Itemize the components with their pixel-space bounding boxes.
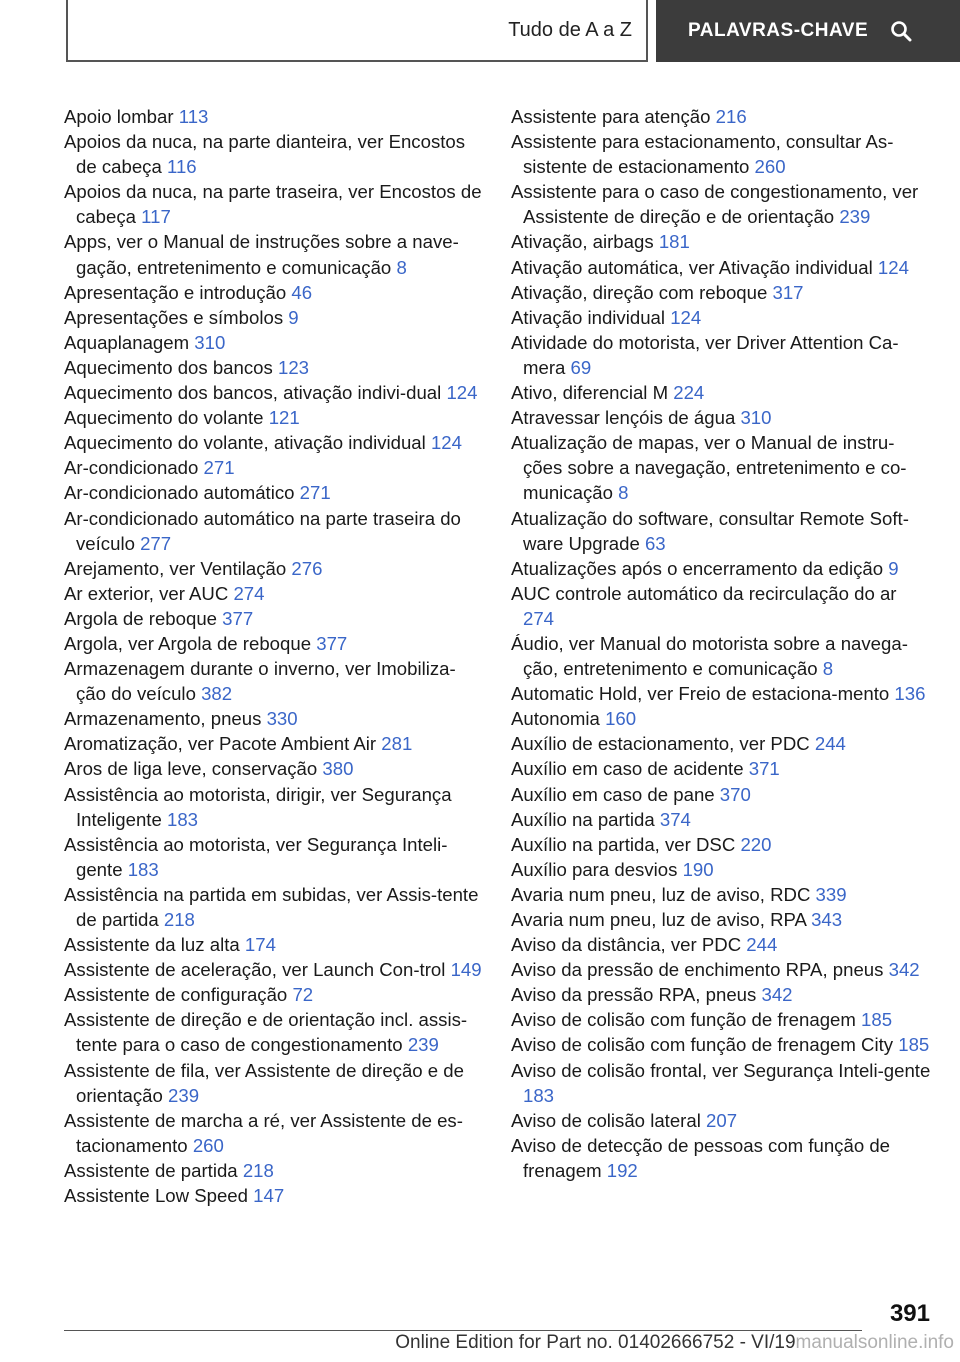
- index-entry: [64, 606, 484, 631]
- index-entry: [511, 1108, 931, 1133]
- index-entry-text: Aviso de colisão lateral: [511, 1109, 701, 1131]
- index-entry-page-link[interactable]: 239: [407, 1034, 439, 1056]
- index-entry-text: Assistência na partida em subidas, ver Assis-tente de partida: [64, 883, 479, 930]
- index-entry-page-link[interactable]: 147: [253, 1185, 285, 1207]
- index-entry-page-link[interactable]: 149: [450, 959, 482, 981]
- index-entry: [511, 631, 931, 681]
- index-entry-text: Aviso de colisão com função de frenagem: [511, 1009, 856, 1031]
- index-entry-text: Armazenagem durante o inverno, ver Imobiliza-ção do veículo: [64, 658, 456, 705]
- index-entry: [511, 430, 931, 505]
- index-entry: [511, 129, 931, 179]
- index-entry-page-link[interactable]: 271: [203, 457, 235, 479]
- index-entry-page-link[interactable]: 183: [523, 1084, 555, 1106]
- index-entry-page-link[interactable]: 8: [822, 658, 834, 680]
- index-entry-page-link[interactable]: 277: [140, 532, 172, 554]
- index-entry-text: Auxílio para desvios: [511, 858, 678, 880]
- index-entry-text: Apps, ver o Manual de instruções sobre a nave-gação, entretenimento e comunicação: [64, 231, 459, 278]
- index-entry-text: Ativo, diferencial M: [511, 382, 669, 404]
- index-entry: [64, 455, 484, 480]
- index-entry-page-link[interactable]: 192: [606, 1159, 638, 1181]
- index-entry: [64, 380, 484, 405]
- index-entry-page-link[interactable]: 377: [316, 632, 348, 654]
- index-entry: [511, 229, 931, 254]
- index-entry-page-link[interactable]: 116: [166, 156, 197, 178]
- index-entry-text: Assistente de marcha a ré, ver Assistente de es-tacionamento: [64, 1109, 463, 1156]
- index-entry-text: Aviso de detecção de pessoas com função de frenagem: [511, 1134, 891, 1181]
- index-entry-text: Autonomia: [511, 708, 600, 730]
- index-entry-page-link[interactable]: 72: [292, 984, 314, 1006]
- index-entry-text: Aquecimento dos bancos, ativação indivi-dual: [64, 382, 442, 404]
- index-entry-text: Apoio lombar: [64, 106, 174, 127]
- index-entry-text: Auxílio de estacionamento, ver PDC: [511, 733, 810, 755]
- index-entry-page-link[interactable]: 8: [396, 256, 407, 278]
- index-entry-text: Ativação, airbags: [511, 231, 654, 253]
- index-entry: [64, 1158, 484, 1183]
- index-entry: [64, 1007, 484, 1057]
- index-entry-text: Áudio, ver Manual do motorista sobre a navega-ção, entretenimento e comunicação: [511, 632, 908, 680]
- index-entry: [64, 556, 484, 581]
- index-entry: [64, 129, 484, 179]
- index-entry: [64, 756, 484, 781]
- index-entry-page-link[interactable]: 342: [761, 984, 793, 1006]
- index-entry-page-link[interactable]: 181: [658, 231, 690, 253]
- index-entry-text: Apresentação e introdução: [64, 281, 287, 303]
- index-entry-text: Assistente de aceleração, ver Launch Con-trol: [64, 959, 446, 981]
- index-entry-page-link[interactable]: 9: [888, 557, 899, 579]
- index-entry-page-link[interactable]: 63: [644, 532, 666, 554]
- index-entry-text: Atualizações após o encerramento da edição: [511, 557, 884, 579]
- index-entry: [64, 1108, 484, 1158]
- index-entry: [64, 631, 484, 656]
- index-entry: [64, 932, 484, 957]
- index-entry: [511, 506, 931, 556]
- index-entry: [511, 882, 931, 907]
- index-entry-page-link[interactable]: 371: [748, 758, 780, 780]
- index-entry-page-link[interactable]: 174: [244, 934, 276, 956]
- index-entry: [511, 280, 931, 305]
- footer-divider: [64, 1330, 862, 1331]
- index-entry-page-link[interactable]: 310: [740, 407, 772, 429]
- index-entry-page-link[interactable]: 281: [381, 733, 413, 755]
- index-entry-page-link[interactable]: 374: [659, 808, 691, 830]
- index-entry-text: Aros de liga leve, conservação: [64, 758, 318, 780]
- index-entry-page-link[interactable]: 124: [446, 382, 478, 404]
- index-entry-page-link[interactable]: 276: [291, 557, 323, 579]
- index-entry-page-link[interactable]: 216: [715, 106, 747, 127]
- index-entry-text: Armazenamento, pneus: [64, 708, 262, 730]
- index-column-right: [511, 104, 931, 1183]
- index-entry-text: Avaria num pneu, luz de aviso, RPA: [511, 909, 806, 930]
- search-icon: [890, 20, 912, 42]
- index-entry: [64, 104, 484, 129]
- footer-watermark: manualsonline.info: [795, 1332, 954, 1353]
- index-entry-text: Argola, ver Argola de reboque: [64, 632, 312, 654]
- index-entry-text: Aquecimento dos bancos: [64, 356, 273, 378]
- index-entry-page-link[interactable]: 123: [277, 356, 310, 378]
- index-entry: [64, 1058, 484, 1108]
- index-entry: [511, 305, 931, 330]
- index-entry-text: Assistência ao motorista, dirigir, ver Segurança Inteligente: [64, 783, 452, 830]
- index-entry: [511, 1007, 931, 1032]
- index-entry-page-link[interactable]: 9: [288, 306, 299, 328]
- index-entry-text: Assistência ao motorista, ver Segurança Inteli-gente: [64, 833, 448, 880]
- index-entry-text: Auxílio na partida: [511, 808, 655, 830]
- index-entry-page-link[interactable]: 218: [242, 1159, 274, 1181]
- index-entry-text: Ativação automática, ver Ativação individual: [511, 256, 873, 278]
- index-entry-text: Ar-condicionado: [64, 457, 199, 479]
- index-entry-page-link[interactable]: 260: [754, 156, 786, 178]
- index-entry-text: Auxílio em caso de acidente: [511, 758, 744, 780]
- index-entry-text: Aquecimento do volante: [64, 407, 264, 429]
- index-entry: [64, 430, 484, 455]
- index-entry-page-link[interactable]: 310: [194, 331, 226, 353]
- index-entry-text: Aquaplanagem: [64, 331, 190, 353]
- index-entry: [511, 982, 931, 1007]
- index-entry: [511, 782, 931, 807]
- index-entry-text: Avaria num pneu, luz de aviso, RDC: [511, 883, 811, 905]
- index-entry-text: Argola de reboque: [64, 607, 217, 629]
- index-entry-page-link[interactable]: 380: [322, 758, 354, 780]
- index-entry-page-link[interactable]: 124: [670, 306, 702, 328]
- index-entry-page-link[interactable]: 8: [618, 482, 629, 504]
- index-entry: [64, 355, 484, 380]
- index-entry: [511, 706, 931, 731]
- index-entry: [511, 556, 931, 581]
- footer-edition: Online Edition for Part no. 01402666752 - VI/19: [395, 1332, 796, 1353]
- index-entry-text: Auxílio na partida, ver DSC: [511, 833, 736, 855]
- index-entry-text: Aviso de colisão com função de frenagem City: [511, 1034, 894, 1056]
- index-entry-page-link[interactable]: 117: [141, 206, 171, 228]
- index-entry: [64, 480, 484, 505]
- index-entry-text: Assistente de partida: [64, 1159, 238, 1181]
- index-entry: [64, 280, 484, 305]
- index-entry: [511, 957, 931, 982]
- index-entry: [64, 581, 484, 606]
- index-entry-page-link[interactable]: 69: [570, 356, 592, 378]
- index-entry-text: Automatic Hold, ver Freio de estaciona-mento: [511, 683, 890, 705]
- index-entry-text: Assistente para atenção: [511, 106, 711, 127]
- index-entry-text: Atualização de mapas, ver o Manual de instru-ções sobre a navegação, entretenimento e co-municação: [511, 432, 907, 504]
- index-entry-text: Ar-condicionado automático: [64, 482, 295, 504]
- index-entry: [511, 405, 931, 430]
- footer: [0, 1332, 960, 1354]
- index-entry-text: Atravessar lençóis de água: [511, 407, 736, 429]
- index-entry: [511, 330, 931, 380]
- index-entry: [511, 1058, 931, 1108]
- index-entry-page-link[interactable]: 370: [719, 783, 751, 805]
- index-entry-page-link[interactable]: 183: [127, 858, 159, 880]
- index-entry: [64, 706, 484, 731]
- section-tab-label: Tudo de A a Z: [508, 18, 632, 41]
- index-entry-text: Ativação individual: [511, 306, 666, 328]
- index-entry: [511, 832, 931, 857]
- index-entry-page-link[interactable]: 244: [746, 934, 778, 956]
- index-entry-text: Ar exterior, ver AUC: [64, 582, 229, 604]
- index-entry-page-link[interactable]: 185: [861, 1009, 893, 1031]
- index-entry-text: Aviso da pressão RPA, pneus: [511, 984, 757, 1006]
- index-entry: [64, 506, 484, 556]
- index-entry: [64, 782, 484, 832]
- index-entry-text: Assistente para estacionamento, consultar As-sistente de estacionamento: [511, 131, 894, 178]
- index-entry: [64, 982, 484, 1007]
- index-entry-page-link[interactable]: 207: [706, 1109, 738, 1131]
- index-entry: [511, 1032, 931, 1057]
- index-entry-page-link[interactable]: 190: [682, 858, 714, 880]
- index-entry: [64, 882, 484, 932]
- index-entry-page-link[interactable]: 343: [811, 909, 843, 930]
- index-entry: [511, 255, 931, 280]
- index-entry-text: Aquecimento do volante, ativação individual: [64, 432, 426, 454]
- index-entry-page-link[interactable]: 377: [222, 607, 254, 629]
- index-entry-text: Ativação, direção com reboque: [511, 281, 768, 303]
- index-entry: [64, 1183, 484, 1208]
- index-entry-page-link[interactable]: 220: [740, 833, 772, 855]
- index-entry-page-link[interactable]: 121: [268, 407, 300, 429]
- index-entry-page-link[interactable]: 136: [894, 683, 926, 705]
- index-entry-text: Assistente para o caso de congestionamento, ver Assistente de direção e de orientação: [511, 181, 919, 228]
- index-entry-page-link[interactable]: 124: [877, 256, 909, 278]
- section-tab[interactable]: [66, 0, 648, 62]
- index-entry-page-link[interactable]: 274: [233, 582, 265, 604]
- index-entry-page-link[interactable]: 185: [898, 1034, 930, 1056]
- index-entry-page-link[interactable]: 330: [266, 708, 298, 730]
- index-entry-page-link[interactable]: 46: [291, 281, 313, 303]
- index-entry-text: Apoios da nuca, na parte dianteira, ver Encostos de cabeça: [64, 131, 466, 178]
- index-entry: [511, 756, 931, 781]
- index-entry: [511, 581, 931, 631]
- index-column-left: [64, 104, 484, 1208]
- index-entry: [511, 681, 931, 706]
- keywords-tab-label: PALAVRAS-CHAVE: [688, 20, 869, 41]
- index-entry: [511, 857, 931, 882]
- index-entry-page-link[interactable]: 244: [814, 733, 846, 755]
- index-entry: [511, 179, 931, 229]
- index-entry-page-link[interactable]: 124: [430, 432, 462, 454]
- index-entry: [64, 229, 484, 279]
- index-entry: [64, 832, 484, 882]
- index-entry: [64, 179, 484, 229]
- index-entry: [64, 731, 484, 756]
- index-entry-page-link[interactable]: 183: [166, 808, 199, 830]
- index-entry: [511, 932, 931, 957]
- index-entry-text: Aviso da pressão de enchimento RPA, pneus: [511, 959, 884, 981]
- index-entry-text: Aviso da distância, ver PDC: [511, 934, 742, 956]
- keywords-tab[interactable]: [656, 0, 960, 62]
- index-entry: [511, 104, 931, 129]
- index-entry: [511, 807, 931, 832]
- index-entry: [511, 380, 931, 405]
- index-entry: [511, 907, 931, 932]
- page-number: 391: [889, 1300, 930, 1327]
- index-entry-text: Assistente de configuração: [64, 984, 288, 1006]
- index-entry: [64, 405, 484, 430]
- index-entry-page-link[interactable]: 274: [523, 607, 555, 629]
- index-entry-page-link[interactable]: 339: [815, 883, 847, 905]
- index-entry-page-link[interactable]: 239: [839, 206, 871, 228]
- index-entry-text: Apresentações e símbolos: [64, 306, 284, 328]
- index-entry-page-link[interactable]: 239: [168, 1084, 200, 1106]
- index-entry-text: Assistente da luz alta: [64, 934, 240, 956]
- index-entry-text: Atualização do software, consultar Remote Soft-ware Upgrade: [511, 507, 909, 554]
- index-entry-text: Auxílio em caso de pane: [511, 783, 715, 805]
- index-entry-text: Aviso de colisão frontal, ver Segurança Inteli-gente: [511, 1059, 931, 1081]
- index-entry-page-link[interactable]: 317: [772, 281, 804, 303]
- index-entry-page-link[interactable]: 382: [201, 683, 233, 705]
- index-entry-text: AUC controle automático da recirculação do ar: [511, 582, 897, 604]
- index-entry: [64, 330, 484, 355]
- index-entry-page-link[interactable]: 224: [673, 382, 705, 404]
- index-entry: [64, 656, 484, 706]
- index-entry-text: Atividade do motorista, ver Driver Attention Ca-mera: [511, 331, 899, 378]
- index-entry-page-link[interactable]: 271: [299, 482, 331, 504]
- index-entry: [64, 305, 484, 330]
- index-entry-text: Ar-condicionado automático na parte traseira do veículo: [64, 507, 461, 554]
- index-entry-page-link[interactable]: 218: [163, 909, 195, 930]
- index-entry: [511, 731, 931, 756]
- index-entry-text: Assistente Low Speed: [64, 1185, 248, 1207]
- index-entry-text: Assistente de fila, ver Assistente de direção e de orientação: [64, 1059, 464, 1106]
- index-entry-text: Assistente de direção e de orientação incl. assis-tente para o caso de congestionamento: [64, 1009, 468, 1056]
- index-entry-page-link[interactable]: 160: [605, 708, 637, 730]
- index-entry-page-link[interactable]: 113: [178, 106, 209, 127]
- index-entry-text: Aromatização, ver Pacote Ambient Air: [64, 733, 377, 755]
- index-entry-page-link[interactable]: 342: [888, 959, 920, 981]
- index-entry-text: Arejamento, ver Ventilação: [64, 557, 287, 579]
- index-entry-text: Apoios da nuca, na parte traseira, ver Encostos de cabeça: [64, 181, 482, 228]
- index-entry-page-link[interactable]: 260: [192, 1134, 224, 1156]
- index-entry: [511, 1133, 931, 1183]
- index-entry: [64, 957, 484, 982]
